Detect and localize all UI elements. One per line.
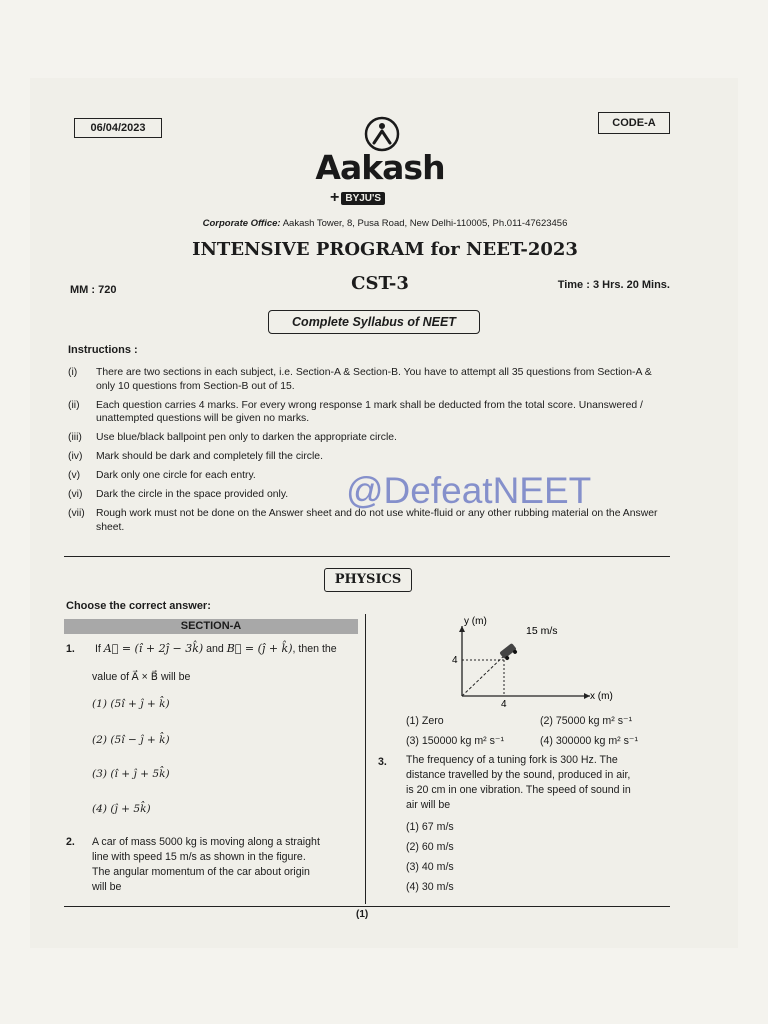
subject-title: PHYSICS — [324, 568, 412, 592]
q1-tail: value of A⃗ × B⃗ will be — [92, 671, 191, 683]
question-number: 1. — [66, 643, 75, 655]
question-3 — [406, 753, 674, 813]
corporate-label: Corporate Office: — [202, 218, 281, 229]
instruction-text: Use blue/black ballpoint pen only to darken the appropriate circle. — [96, 432, 397, 443]
q2-option-2[interactable]: (2) 75000 kg m² s⁻¹ — [540, 715, 633, 727]
y-axis-label: y (m) — [464, 616, 487, 627]
footer-divider — [64, 906, 670, 907]
program-title: INTENSIVE PROGRAM for NEET-2023 — [192, 239, 578, 260]
vector-b: B⃗ = (ĵ + k̂) — [226, 642, 293, 655]
q2-line: A car of mass 5000 kg is moving along a straight — [92, 836, 320, 848]
question-1 — [66, 641, 358, 657]
instruction-text: Mark should be dark and completely fill the circle. — [96, 451, 323, 462]
column-divider — [365, 614, 366, 904]
y-tick-label: 4 — [452, 655, 458, 666]
instructions-list — [68, 366, 673, 540]
q2-line: line with speed 15 m/s as shown in the figure. — [92, 851, 306, 863]
q2-option-4[interactable]: (4) 300000 kg m² s⁻¹ — [540, 735, 639, 747]
page-number: (1) — [356, 909, 369, 920]
divider — [64, 556, 670, 557]
instruction-text: Each question carries 4 marks. For every wrong response 1 mark shall be deducted from the total score. Unanswered / unattempted questions will be given no marks. — [96, 399, 643, 424]
q2-line: The angular momentum of the car about origin — [92, 866, 310, 878]
exam-date: 06/04/2023 — [74, 118, 162, 138]
instruction-text: Rough work must not be done on the Answer sheet and do not use white-fluid or any other rubbing material on the Answer sheet. — [96, 508, 658, 533]
instruction-num: (vii) — [68, 508, 85, 519]
instruction-item — [68, 366, 673, 393]
vector-a: A⃗ = (î + 2ĵ − 3k̂) — [103, 642, 204, 655]
car-icon — [499, 643, 518, 662]
x-axis-label: x (m) — [590, 691, 613, 702]
path-line — [462, 652, 508, 696]
choose-heading: Choose the correct answer: — [66, 600, 211, 612]
instruction-text: Dark the circle in the space provided only. — [96, 489, 289, 500]
instruction-num: (v) — [68, 470, 81, 481]
question-2 — [92, 835, 360, 895]
x-tick-label: 4 — [501, 699, 507, 710]
speed-label: 15 m/s — [526, 625, 558, 637]
instructions-heading: Instructions : — [68, 344, 138, 356]
q2-option-1[interactable]: (1) Zero — [406, 715, 444, 727]
byjus-tag: BYJU'S — [341, 192, 385, 205]
instruction-num: (iv) — [68, 451, 83, 462]
instruction-num: (iii) — [68, 432, 82, 443]
time-duration: Time : 3 Hrs. 20 Mins. — [557, 279, 670, 291]
syllabus-badge: Complete Syllabus of NEET — [268, 310, 480, 334]
test-name: CST-3 — [351, 273, 409, 294]
q2-line: will be — [92, 881, 122, 893]
q3-option-3[interactable]: (3) 40 m/s — [406, 861, 454, 873]
q3-line: is 20 cm in one vibration. The speed of sound in — [406, 784, 631, 796]
q3-option-4[interactable]: (4) 30 m/s — [406, 881, 454, 893]
q3-option-2[interactable]: (2) 60 m/s — [406, 841, 454, 853]
q3-option-1[interactable]: (1) 67 m/s — [406, 821, 454, 833]
instruction-text: There are two sections in each subject, i.e. Section-A & Section-B. You have to attempt all 35 questions from Section-A & only 10 questions from Section-B out of 15. — [96, 367, 652, 392]
instruction-num: (i) — [68, 367, 78, 378]
max-marks: MM : 720 — [70, 284, 117, 296]
q3-line: distance travelled by the sound, produced in air, — [406, 769, 631, 781]
instruction-text: Dark only one circle for each entry. — [96, 470, 256, 481]
instruction-item — [68, 431, 673, 445]
motion-figure — [440, 612, 613, 712]
q1-if: If — [94, 643, 101, 655]
q1-and: and — [206, 643, 224, 655]
q1-option-1[interactable]: (1) (5î + ĵ + k̂) — [92, 698, 170, 710]
instruction-item — [68, 450, 673, 464]
instruction-num: (ii) — [68, 399, 80, 411]
aakash-logo-icon — [362, 116, 402, 152]
q3-line: The frequency of a tuning fork is 300 Hz. The — [406, 754, 618, 766]
plus-icon: + — [330, 189, 340, 206]
q2-option-3[interactable]: (3) 150000 kg m² s⁻¹ — [406, 735, 505, 747]
q1-then: , then the — [292, 643, 337, 655]
instruction-num: (vi) — [68, 489, 83, 500]
section-bar: SECTION-A — [64, 619, 358, 634]
corporate-office — [140, 218, 630, 229]
instruction-item — [68, 399, 673, 426]
q1-option-4[interactable]: (4) (ĵ + 5k̂) — [92, 803, 151, 815]
brand-name: Aakash — [315, 148, 445, 187]
corporate-address: Aakash Tower, 8, Pusa Road, New Delhi-110005, Ph.011-47623456 — [282, 218, 568, 229]
q1-option-2[interactable]: (2) (5î − ĵ + k̂) — [92, 734, 170, 746]
question-2-number: 2. — [66, 836, 75, 848]
watermark: @DefeatNEET — [346, 470, 592, 511]
paper-code: CODE-A — [598, 112, 670, 134]
q3-line: air will be — [406, 799, 451, 811]
byjus-logo — [330, 189, 385, 207]
question-3-number: 3. — [378, 756, 387, 768]
q1-option-3[interactable]: (3) (î + ĵ + 5k̂) — [92, 768, 170, 780]
